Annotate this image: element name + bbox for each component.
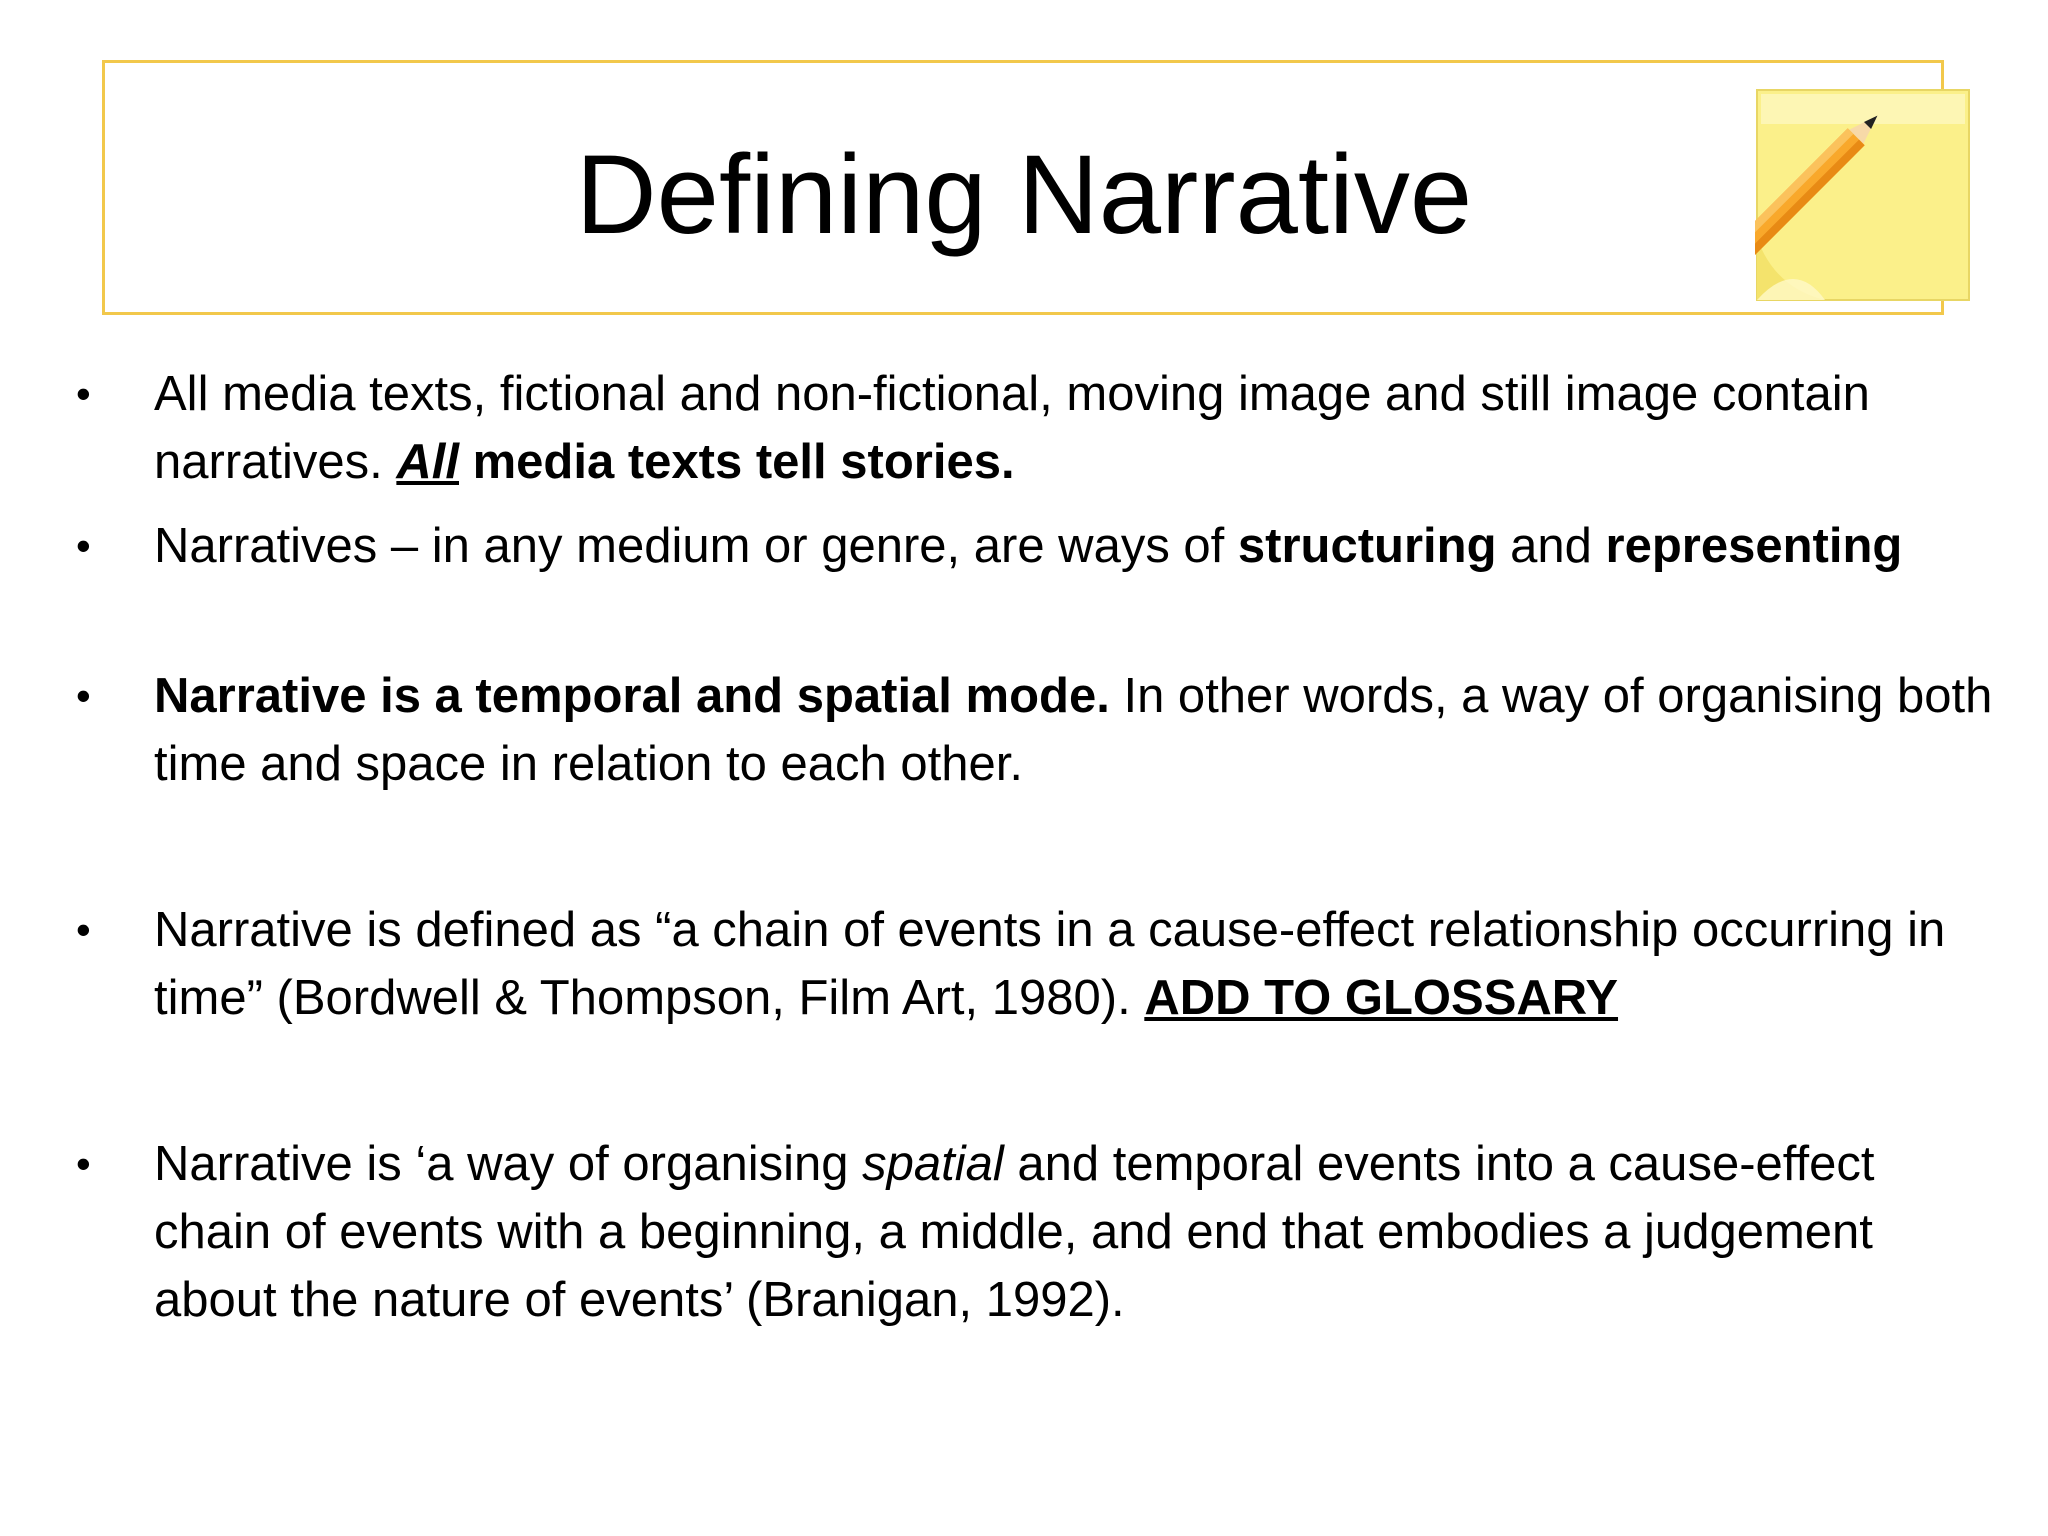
bullet-dot: • <box>76 672 91 719</box>
bullet-dot: • <box>76 906 91 953</box>
bullet-bold-text: structuring <box>1237 519 1497 573</box>
bullet-bold-text: media texts tell stories. <box>459 435 1015 489</box>
slide-title: Defining Narrative <box>575 132 1473 257</box>
bullet-text-part: and <box>1496 519 1606 573</box>
bullet-bold-text: representing <box>1605 519 1903 573</box>
bullet-text <box>154 1130 1994 1334</box>
bullet-text-part: All media texts, fictional and non-fictional, moving image and still image contain narratives. <box>154 367 1870 489</box>
bullet-bold-text: Narrative is a temporal and spatial mode. <box>154 669 1110 723</box>
bullet-italic-text: spatial <box>862 1137 1004 1191</box>
bullet-dot: • <box>76 1140 91 1187</box>
glossary-callout: ADD TO GLOSSARY <box>1144 971 1619 1025</box>
bullet-text <box>154 662 1994 798</box>
bullet-dot: • <box>76 522 91 569</box>
bullet-text-part: In other words, a way of organising both time and space in relation to each other. <box>154 669 1993 791</box>
bullet-dot: • <box>76 370 91 417</box>
sticky-note-pencil-icon <box>1755 88 2048 388</box>
bullet-text <box>154 896 1994 1032</box>
bullet-emphasis: All <box>396 435 459 489</box>
bullet-text-part: and temporal events into a cause-effect chain of events with a beginning, a middle, and end that embodies a judgement about the nature of events’ (Branigan, 1992). <box>154 1137 1875 1327</box>
bullet-text-part: Narrative is defined as “a chain of events in a cause-effect relationship occurring in time” (Bordwell & Thompson, Film Art, 1980). <box>154 903 1946 1025</box>
bullet-text <box>154 360 1994 496</box>
bullet-text-part: Narrative is ‘a way of organising <box>154 1137 863 1191</box>
bullet-text <box>154 512 1994 580</box>
bullet-text-part: Narratives – in any medium or genre, are ways of <box>154 519 1238 573</box>
